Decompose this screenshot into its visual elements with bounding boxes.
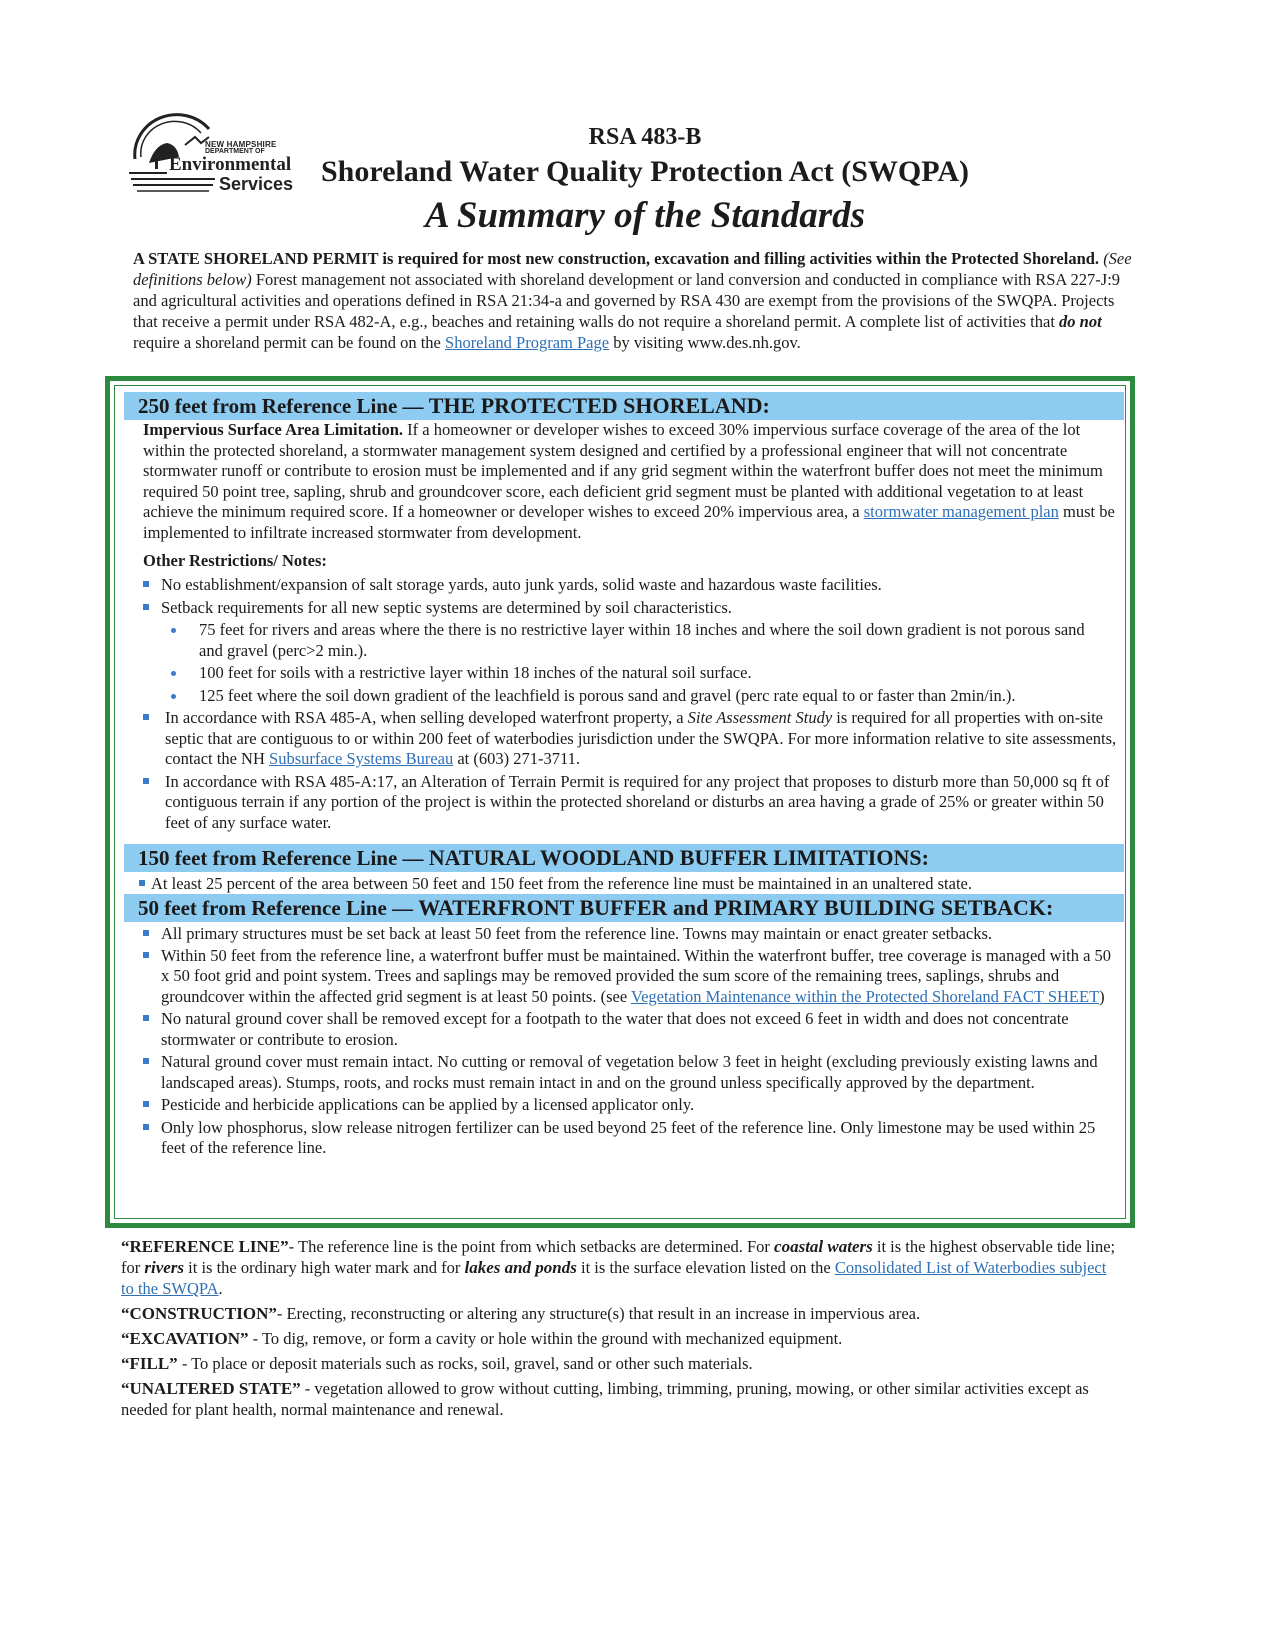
definition-term: “EXCAVATION” [121,1329,249,1348]
list-item [141,946,1116,1008]
definition-excavation [121,1328,1121,1349]
section-250-heading [124,392,1124,420]
impervious-surface-text-1: If a homeowner or developer wishes to exceed 30% impervious surface coverage of the area of the lot within the protected shoreland, a stormwater management system designed and certified by a professional engineer that will not concentrate stormwater runoff or contribute to erosion must be implemented and if any grid segment within the waterfront buffer does not meet the minimum required 50 point tree, sapling, shrub and groundcover score, each deficient grid segment must be planted with additional vegetation to at least achieve the minimum required score. If a homeowner or developer wishes to exceed 20% impervious area, a [143,420,1103,521]
intro-text-1: Forest management not associated with shoreland development or land conversion and conducted in compliance with RSA 227-J:9 and agricultural activities and operations defined in RSA 21:34-a and governed by RSA 430 are exempt from the provisions of the SWQPA. Projects that receive a permit under RSA 482-A, e.g., beaches and retaining walls do not require a shoreland permit. A complete list of activities that [133,270,1121,331]
section-150-heading-b: NATURAL WOODLAND BUFFER LIMITATIONS: [428,845,929,870]
definition-text: - Erecting, reconstructing or altering any structure(s) that result in an increase in impervious area. [276,1304,921,1323]
other-restrictions-heading: Other Restrictions/ Notes: [143,551,327,570]
list-item-text: At least 25 percent of the area between 50 feet and 150 feet from the reference line must be maintained in an unaltered state. [151,874,972,893]
definition-text: it is the highest observable tide line; for [121,1237,1116,1277]
sub-list-item-text: 125 feet where the soil down gradient of the leachfield is porous sand and gravel (perc rate equal to or faster than 2min/in.). [199,685,1016,705]
definition-emphasis: coastal waters [774,1237,873,1256]
list-item-text: at (603) 271-3711. [453,749,581,768]
list-item [141,1118,1116,1159]
list-item-text: No natural ground cover shall be removed except for a footpath to the water that does not exceed 6 feet in width and does not concentrate stormwater or contribute to erosion. [161,1009,1069,1049]
definition-emphasis: lakes and ponds [464,1258,577,1277]
intro-paragraph [133,248,1143,353]
list-item [141,772,1121,834]
definition-reference-line [121,1236,1121,1299]
list-item-text: is required for all properties with on-site septic that are contiguous to or within 200 feet of waterbodies jurisdiction under the SWQPA. For more information relative to site assessments, contact the NH [165,708,1117,768]
impervious-surface-paragraph [143,420,1118,543]
definition-text: - To dig, remove, or form a cavity or hole within the ground with mechanized equipment. [248,1329,843,1348]
sub-list-item [141,663,1121,684]
section-150-body [139,874,1119,895]
section-50-heading-b: WATERFRONT BUFFER and PRIMARY BUILDING SETBACK: [418,895,1054,920]
section-250-bullets [141,575,1121,833]
section-50-heading [124,894,1124,922]
sub-list-item-text: 100 feet for soils with a restrictive layer within 18 inches of the natural soil surface. [199,663,752,682]
vegetation-fact-sheet-link[interactable]: Vegetation Maintenance within the Protected Shoreland FACT SHEET [630,986,1100,1006]
shoreland-program-page-link[interactable]: Shoreland Program Page [445,333,610,352]
section-50-heading-a: 50 feet from Reference Line — [138,896,419,920]
site-assessment-study-term: Site Assessment Study [687,708,833,727]
list-item [141,598,1121,619]
section-250-heading-a: 250 feet from Reference Line — [138,394,429,418]
list-item-text: Only low phosphorus, slow release nitrogen fertilizer can be used beyond 25 feet of the reference line. Only limestone may be used within 25 feet of the reference line. [161,1117,1096,1157]
definitions [121,1236,1121,1424]
logo-line-services: Services [219,174,294,194]
section-250-body [143,420,1118,572]
stormwater-management-plan-link[interactable]: stormwater management plan [863,502,1059,521]
list-item [139,874,1119,895]
intro-do-not: do not [1059,312,1102,331]
list-item-text: Pesticide and herbicide applications can be applied by a licensed applicator only. [161,1095,695,1114]
list-item-text: All primary structures must be set back at least 50 feet from the reference line. Towns may maintain or enact greater setbacks. [161,924,993,943]
definition-text: - The reference line is the point from which setbacks are determined. For [288,1237,775,1256]
list-item-text: In accordance with RSA 485-A, when selling developed waterfront property, a [165,708,688,727]
logo-line-dept: DEPARTMENT OF [205,148,265,155]
list-item-text: In accordance with RSA 485-A:17, an Alteration of Terrain Permit is required for any project that proposes to disturb more than 50,000 sq ft of contiguous terrain if any portion of the project is within the protected shoreland or disturbs an area having a grade of 25% or greater within 50 feet of any surface water. [165,771,1110,832]
section-250-heading-b: THE PROTECTED SHORELAND: [428,393,770,418]
des-logo [127,111,297,201]
list-item-text: Within 50 feet from the reference line, a waterfront buffer must be maintained. Within the waterfront buffer, tree coverage is managed with a 50 x 50 foot grid and point system. Trees and saplings may be removed provided the sum score of the remaining trees, saplings, shrubs and groundcover within the affected grid segment is at least 50 points. (see [161,945,1112,1006]
logo-line-environmental: Environmental [169,154,292,175]
list-item [141,1095,1116,1116]
definition-text: . [218,1279,223,1298]
impervious-surface-label: Impervious Surface Area Limitation. [143,420,404,439]
list-item [141,1052,1116,1093]
list-item-text: Natural ground cover must remain intact. No cutting or removal of vegetation below 3 feet in height (excluding previously existing lawns and landscaped areas). Stumps, roots, and rocks must remain intact in and on the ground unless specifically approved by the department. [161,1052,1098,1092]
definition-text: - To place or deposit materials such as rocks, soil, gravel, sand or other such materials. [177,1354,753,1373]
intro-see-definitions: (See definitions below) [133,249,1132,289]
subsurface-systems-bureau-link[interactable]: Subsurface Systems Bureau [269,749,454,768]
page-subtitle: A Summary of the Standards [424,195,865,236]
list-item-text: ) [1099,986,1105,1006]
section-150-heading-a: 150 feet from Reference Line — [138,846,429,870]
definition-term: “REFERENCE LINE” [121,1237,289,1256]
intro-bold-lead: A STATE SHORELAND PERMIT is required for most new construction, excavation and filling activities within the Protected Shoreland. [133,249,1100,268]
definition-text: - vegetation allowed to grow without cutting, limbing, trimming, pruning, mowing, or other similar activities except as needed for plant health, normal maintenance and renewal. [121,1379,1089,1419]
list-item-text: No establishment/expansion of salt storage yards, auto junk yards, solid waste and hazardous waste facilities. [161,575,882,594]
definition-construction [121,1303,1121,1324]
consolidated-list-link[interactable]: Consolidated List of Waterbodies subject to the SWQPA [121,1258,1107,1298]
section-50-body [141,924,1116,1159]
definition-term: “FILL” [121,1354,178,1373]
definition-text: it is the surface elevation listed on the [576,1258,835,1277]
intro-text-3: by visiting www.des.nh.gov. [609,333,801,352]
list-item-text: Setback requirements for all new septic systems are determined by soil characteristics. [161,597,732,617]
page-header [300,122,990,240]
definition-term: “CONSTRUCTION” [121,1304,277,1323]
definition-unaltered-state [121,1378,1121,1420]
list-item [141,1009,1116,1050]
sub-list-item [141,620,1121,661]
logo-line-state: NEW HAMPSHIRE [205,140,277,149]
intro-text-2: require a shoreland permit can be found on the [133,333,446,352]
definition-emphasis: rivers [144,1258,185,1277]
sub-list-item [141,686,1121,707]
list-item [141,575,1121,596]
definition-term: “UNALTERED STATE” [121,1379,301,1398]
definition-fill [121,1353,1121,1374]
impervious-surface-text-2: must be implemented to infiltrate increased stormwater from development. [143,502,1115,542]
list-item [141,708,1121,770]
list-item [141,924,1116,945]
sub-list-item-text: 75 feet for rivers and areas where the there is no restrictive layer within 18 inches and where the soil down gradient is not porous sand and gravel (perc>2 min.). [199,620,1085,660]
rsa-number: RSA 483-B [588,124,702,150]
page-title: Shoreland Water Quality Protection Act (SWQPA) [320,155,970,188]
section-150-heading [124,844,1124,872]
definition-text: it is the ordinary high water mark and for [184,1258,465,1277]
